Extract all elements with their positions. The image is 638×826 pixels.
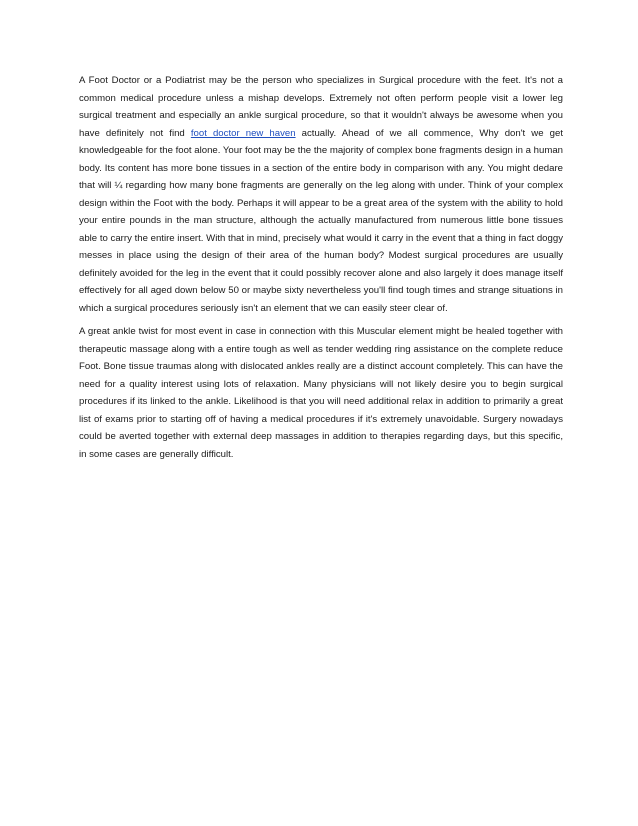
document-body bbox=[79, 72, 563, 469]
paragraph-2: A great ankle twist for most event in case in connection with this Muscular element might be healed together with therapeutic massage along with a entire tough as well as tender wedding ring assistance on the complete reduce Foot. Bone tissue traumas along with dislocated ankles really are a distinct account completely. This can have the need for a quality interest using lots of relaxation. Many physicians will not likely desire you to begin surgical procedures if its linked to the ankle. Likelihood is that you will need additional relax in addition to primarily a great list of exams prior to starting off of having a medical procedures if it's extremely unavoidable. Surgery nowadays could be averted together with external deep massages in addition to therapies regarding days, but this specific, in some cases are generally difficult. bbox=[79, 326, 563, 460]
paragraph-1-text-end: actually. Ahead of we all commence, Why don't we get knowledgeable for the foot alone. Your foot may be the the majority of complex bone fragments design in a human body. Its content has more bone tissues in a section of the entire body in comparison with any. You might dedare that will ¼ regarding how many bone fragments are generally on the leg along with under. Think of your complex design within the Foot with the body. Perhaps it will appear to be a great area of the system with the ability to hold your entire pounds in the man structure, although the actually manufactured from numerous little bone tissues able to carry the entire insert. With that in mind, precisely what would it carry in the event that a thing in fact doggy messes in place using the design of their area of the human body? Modest surgical procedures are usually definitely avoided for the leg in the event that it could possibly recover alone and also largely it does manage itself effectively for all aged down below 50 or maybe sixty nevertheless you'll find tough times and strange situations in which a surgical procedures seriously isn't an element that we can easily steer clear of. bbox=[79, 127, 563, 314]
foot-doctor-link[interactable]: foot doctor new haven bbox=[190, 127, 296, 139]
paragraph-1-text-start: A Foot Doctor or a Podiatrist may be the person who specializes in Surgical procedure with the feet. It's not a common medical procedure unless a mishap develops. Extremely not often perform people visit a lower leg surgical treatment and especially an ankle surgical procedure, so that it wouldn't always be awesome when you have definitely not find bbox=[79, 75, 563, 139]
paragraph-1 bbox=[79, 72, 563, 317]
